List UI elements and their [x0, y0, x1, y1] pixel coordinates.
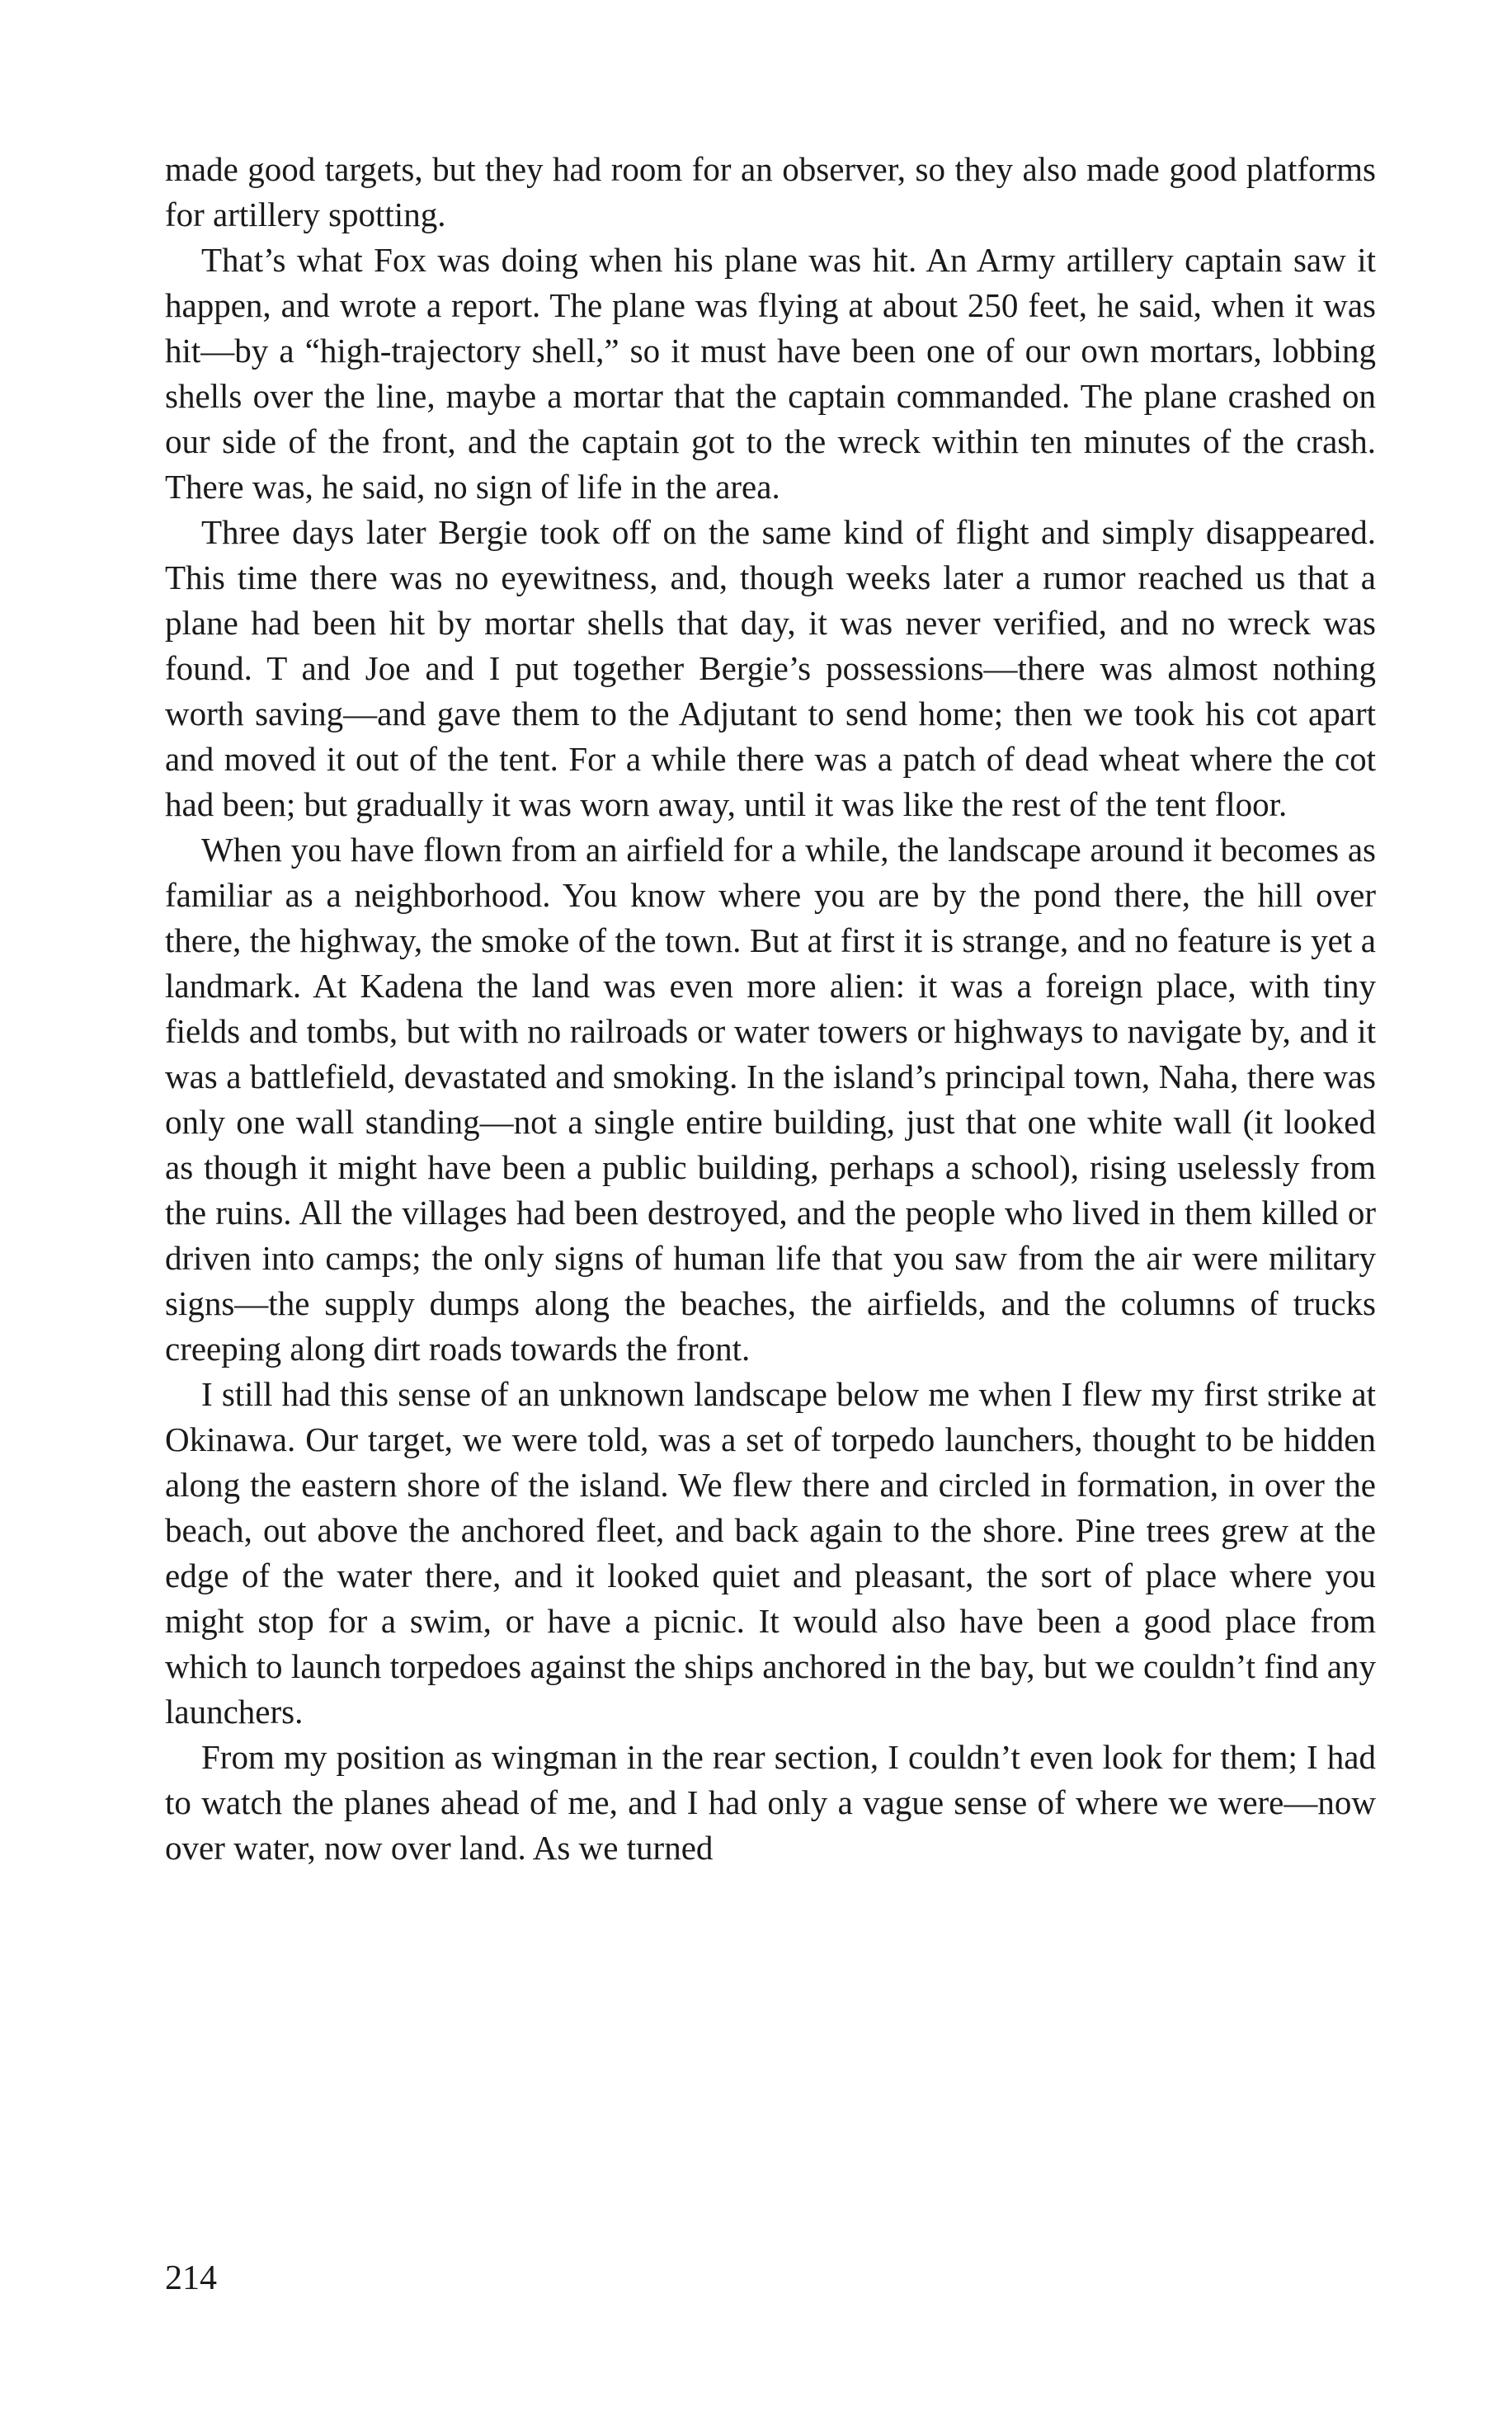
paragraph-wingman: From my position as wingman in the rear section, I couldn’t even look for them; I had to watch the planes ahead of me, and I had only a vague sense of where we were—now over water, now over land. As we turned [165, 1738, 1376, 1867]
paragraph-bergie: Three days later Bergie took off on the same kind of flight and simply disappeared. This time there was no eyewitness, and, though weeks later a rumor reached us that a plane had been hit by mortar shells that day, it was never verified, and no wreck was found. T and Joe and I put together Bergie’s possessions—there was almost nothing worth saving—and gave them to the Adjutant to send home; then we took his cot apart and moved it out of the tent. For a while there was a patch of dead wheat where the cot had been; but gradually it was worn away, until it was like the rest of the tent floor. [165, 513, 1376, 823]
body-text [165, 147, 1376, 1871]
page-number: 214 [165, 2259, 217, 2297]
paragraph-first-strike: I still had this sense of an unknown landscape below me when I flew my first strike at Okinawa. Our target, we were told, was a set of torpedo launchers, thought to be hidden along the eastern shore of the island. We flew there and circled in formation, in over the beach, out above the anchored fleet, and back again to the shore. Pine trees grew at the edge of the water there, and it looked quiet and pleasant, the sort of place where you might stop for a swim, or have a picnic. It would also have been a good place from which to launch torpedoes against the ships anchored in the bay, but we couldn’t find any launchers. [165, 1375, 1376, 1731]
paragraph-fox-plane: That’s what Fox was doing when his plane was hit. An Army artillery captain saw it happen, and wrote a report. The plane was flying at about 250 feet, he said, when it was hit—by a “high-trajectory shell,” so it must have been one of our own mortars, lobbing shells over the line, maybe a mortar that the captain commanded. The plane crashed on our side of the front, and the captain got to the wreck within ten minutes of the crash. There was, he said, no sign of life in the area. [165, 241, 1376, 506]
paragraph-continued: made good targets, but they had room for an observer, so they also made good platforms for artillery spotting. [165, 150, 1376, 233]
paragraph-landscape: When you have flown from an airfield for a while, the landscape around it becomes as familiar as a neighborhood. You know where you are by the pond there, the hill over there, the highway, the smoke of the town. But at first it is strange, and no feature is yet a landmark. At Kadena the land was even more alien: it was a foreign place, with tiny fields and tombs, but with no railroads or water towers or highways to navigate by, and it was a battlefield, devastated and smoking. In the island’s principal town, Naha, there was only one wall standing—not a single entire building, just that one white wall (it looked as though it might have been a public building, perhaps a school), rising uselessly from the ruins. All the villages had been destroyed, and the people who lived in them killed or driven into camps; the only signs of human life that you saw from the air were military signs—the supply dumps along the beaches, the airfields, and the columns of trucks creeping along dirt roads towards the front. [165, 831, 1376, 1368]
